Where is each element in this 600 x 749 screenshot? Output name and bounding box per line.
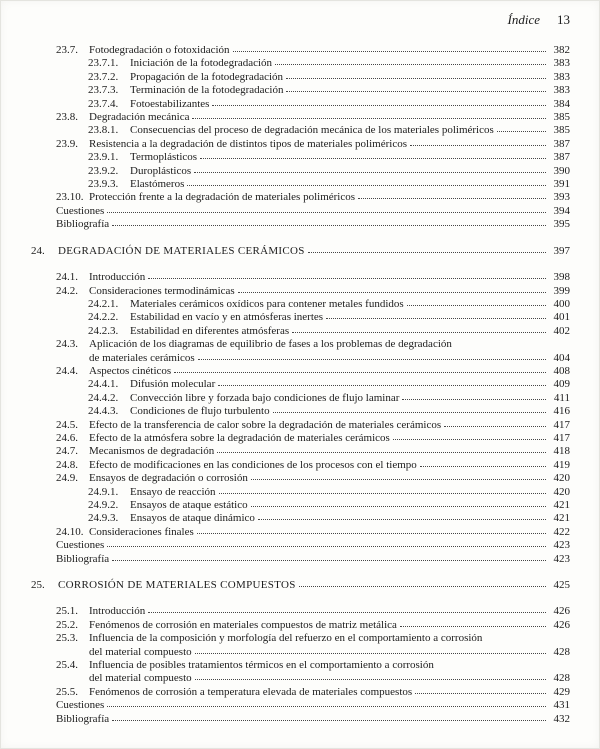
entry-number: 24.3. (56, 338, 78, 351)
dotted-leader (251, 479, 546, 480)
entry-title: Propagación de la fotodegradación (130, 70, 284, 83)
toc-entry-row (31, 526, 570, 539)
entry-page-number: 421 (553, 499, 570, 511)
entry-number: 24.4.2. (88, 391, 119, 404)
entry-title: Protección frente a la degradación de materiales poliméricos (89, 191, 356, 204)
entry-number: 23.8.1. (88, 124, 119, 137)
dotted-leader (238, 292, 546, 293)
entry-title: Fotodegradación o fotoxidación (89, 44, 230, 56)
toc-entry-row (31, 445, 570, 458)
entry-title: Introducción (89, 605, 146, 618)
entry-number: 23.9. (56, 137, 78, 150)
entry-page-number: 425 (553, 579, 570, 592)
entry-page-number: 383 (553, 57, 570, 70)
dotted-leader (251, 506, 546, 507)
entry-number: 23.9.3. (88, 178, 119, 191)
entry-page-number: 417 (553, 431, 570, 444)
dotted-leader (286, 78, 546, 79)
entry-page-number: 421 (553, 512, 570, 525)
dotted-leader (358, 198, 546, 199)
entry-page-number: 393 (553, 191, 570, 204)
entry-title: Efecto de modificaciones en las condiciones de los procesos con el tiempo (89, 458, 417, 471)
dotted-leader (393, 439, 546, 440)
entry-page-number: 383 (553, 70, 570, 83)
entry-page-number: 395 (553, 218, 570, 231)
entry-number: 24.4.3. (88, 405, 119, 418)
entry-page-number: 420 (553, 472, 570, 485)
entry-page-number: 409 (553, 378, 570, 391)
dotted-leader (299, 586, 546, 587)
entry-page-number: 384 (553, 97, 570, 110)
entry-page-number: 390 (553, 164, 570, 177)
entry-page-number: 397 (553, 244, 570, 257)
entry-page-number: 401 (553, 311, 570, 324)
entry-page-number: 429 (553, 685, 570, 698)
toc-entry-row (31, 659, 570, 672)
entry-title: Fotoestabilizantes (130, 97, 210, 110)
dotted-leader (107, 546, 546, 547)
toc-entry-row (31, 539, 570, 552)
toc-entry-row (31, 553, 570, 566)
entry-page-number: 387 (553, 151, 570, 164)
entry-number: 24.2.1. (88, 297, 119, 310)
entry-number: 24.6. (56, 431, 78, 444)
entry-page-number: 411 (553, 391, 570, 404)
entry-number: 24.7. (56, 445, 78, 458)
dotted-leader (308, 252, 546, 253)
toc-entry-row (31, 699, 570, 712)
toc-entry-continuation (31, 352, 570, 365)
entry-number: 24.1. (56, 271, 78, 284)
toc-entry-row (31, 325, 570, 338)
entry-page-number: 399 (553, 284, 570, 297)
entry-number: 24.9.3. (88, 512, 119, 525)
entry-page-number: 426 (553, 618, 570, 631)
entry-title: CORROSIÓN DE MATERIALES COMPUESTOS (58, 579, 296, 592)
entry-number: 24.10. (56, 525, 84, 538)
dotted-leader (194, 172, 546, 173)
entry-number: 25.1. (56, 605, 78, 618)
entry-number: 23.7.4. (88, 97, 119, 110)
dotted-leader (217, 452, 546, 453)
entry-number: 24.8. (56, 458, 78, 471)
entry-number: 23.9.2. (88, 164, 119, 177)
toc-entry-row (31, 432, 570, 445)
entry-number: 23.7.1. (88, 57, 119, 70)
entry-page-number: 432 (553, 712, 570, 725)
dotted-leader (292, 332, 546, 333)
dotted-leader (112, 560, 546, 561)
dotted-leader (402, 399, 546, 400)
entry-page-number: 416 (553, 405, 570, 418)
toc-entry-row (31, 138, 570, 151)
entry-page-number: 391 (553, 178, 570, 191)
dotted-leader (444, 426, 546, 427)
dotted-leader (420, 466, 546, 467)
entry-title: Estabilidad en diferentes atmósferas (130, 324, 290, 337)
dotted-leader (410, 145, 546, 146)
dotted-leader (233, 51, 546, 52)
entry-title: Duroplásticos (130, 164, 192, 177)
entry-title-continued: del material compuesto (89, 645, 192, 658)
entry-title: Difusión molecular (130, 378, 216, 391)
entry-title-continued: del material compuesto (89, 672, 192, 685)
dotted-leader (107, 706, 546, 707)
toc-entry-row (31, 165, 570, 178)
running-header (31, 12, 570, 30)
toc-entry-row (31, 512, 570, 525)
entry-page-number: 428 (553, 672, 570, 685)
entry-title: Cuestiones (56, 204, 105, 217)
entry-title: Introducción (89, 271, 146, 284)
dotted-leader (174, 372, 546, 373)
toc-entry-row (31, 205, 570, 218)
dotted-leader (198, 359, 546, 360)
toc-entry-row (31, 472, 570, 485)
entry-title: Ensayos de ataque dinámico (130, 512, 255, 525)
entry-page-number: 385 (553, 124, 570, 137)
dotted-leader (148, 278, 546, 279)
toc-entry-row (31, 298, 570, 311)
toc-entry-row (31, 57, 570, 70)
header-title: Índice (507, 12, 540, 27)
entry-title: Mecanismos de degradación (89, 445, 215, 458)
entry-number: 24.2.2. (88, 311, 119, 324)
entry-title: Ensayos de ataque estático (130, 499, 248, 511)
entry-number: 23.7.3. (88, 84, 119, 97)
entry-title: Degradación mecánica (89, 111, 190, 124)
entry-title: Fenómenos de corrosión a temperatura elevada de materiales compuestos (89, 685, 413, 698)
dotted-leader (195, 679, 546, 680)
toc-chapter-row (31, 579, 570, 592)
entry-number: 23.7.2. (88, 70, 119, 83)
entry-number: 25.5. (56, 685, 78, 698)
toc-entry-row (31, 271, 570, 284)
entry-page-number: 404 (553, 351, 570, 364)
toc-chapter-row (31, 245, 570, 258)
entry-title: Condiciones de flujo turbulento (130, 405, 270, 418)
toc-entry-row (31, 713, 570, 726)
toc-entry-row (31, 632, 570, 645)
entry-page-number: 402 (553, 324, 570, 337)
toc-entry-row (31, 605, 570, 618)
toc-entry-row (31, 619, 570, 632)
entry-title: Bibliografía (56, 712, 110, 725)
entry-number: 24.9. (56, 472, 78, 485)
entry-number: 25. (31, 579, 45, 592)
dotted-leader (148, 612, 546, 613)
header-page-number: 13 (557, 12, 570, 27)
dotted-leader (219, 493, 546, 494)
toc-entry-row (31, 311, 570, 324)
dotted-leader (275, 64, 546, 65)
entry-number: 24.4.1. (88, 378, 119, 391)
entry-title: Ensayos de degradación o corrosión (89, 472, 248, 485)
toc-entry-row (31, 686, 570, 699)
toc-entry-row (31, 378, 570, 391)
entry-page-number: 387 (553, 137, 570, 150)
toc-entry-row (31, 98, 570, 111)
entry-title: Iniciación de la fotodegradación (130, 57, 273, 70)
dotted-leader (326, 318, 546, 319)
dotted-leader (218, 385, 546, 386)
entry-page-number: 431 (553, 699, 570, 712)
dotted-leader (187, 185, 546, 186)
entry-title: Terminación de la fotodegradación (130, 84, 284, 97)
dotted-leader (195, 653, 546, 654)
dotted-leader (415, 693, 546, 694)
toc-entry-row (31, 191, 570, 204)
entry-page-number: 394 (553, 204, 570, 217)
entry-number: 24.9.1. (88, 485, 119, 498)
entry-title: Efecto de la atmósfera sobre la degradación de materiales cerámicos (89, 431, 390, 444)
entry-title: Materiales cerámicos oxídicos para contener metales fundidos (130, 297, 404, 310)
entry-page-number: 383 (553, 84, 570, 97)
entry-number: 24.9.2. (88, 499, 119, 511)
toc-entry-continuation (31, 672, 570, 685)
entry-title: Aspectos cinéticos (89, 364, 172, 377)
entry-title: Ensayo de reacción (130, 485, 216, 498)
dotted-leader (286, 91, 546, 92)
entry-page-number: 417 (553, 418, 570, 431)
dotted-leader (197, 533, 546, 534)
entry-title: Convección libre y forzada bajo condiciones de flujo laminar (130, 391, 400, 404)
toc-entry-row (31, 218, 570, 231)
entry-page-number: 423 (553, 539, 570, 552)
entry-page-number: 419 (553, 458, 570, 471)
toc-entry-row (31, 111, 570, 124)
entry-page-number: 422 (553, 525, 570, 538)
entry-title: Elastómeros (130, 178, 185, 191)
entry-title: Estabilidad en vacío y en atmósferas inertes (130, 311, 324, 324)
entry-number: 25.3. (56, 632, 78, 645)
entry-page-number: 398 (553, 271, 570, 284)
entry-number: 24.2. (56, 284, 78, 297)
toc-entry-row (31, 285, 570, 298)
toc-entry-row (31, 459, 570, 472)
entry-number: 24.2.3. (88, 324, 119, 337)
entry-title: Fenómenos de corrosión en materiales compuestos de matriz metálica (89, 618, 397, 631)
entry-page-number: 408 (553, 364, 570, 377)
entry-title-continued: de materiales cerámicos (89, 351, 195, 364)
toc-entry-row (31, 405, 570, 418)
dotted-leader (407, 305, 546, 306)
entry-title: Bibliografía (56, 552, 110, 565)
dotted-leader (400, 626, 546, 627)
entry-number: 23.7. (56, 44, 78, 56)
entry-page-number: 418 (553, 445, 570, 458)
entry-page-number: 428 (553, 645, 570, 658)
toc-entry-row (31, 499, 570, 512)
toc-entry-row (31, 338, 570, 351)
dotted-leader (107, 212, 546, 213)
dotted-leader (258, 519, 546, 520)
toc-entry-row (31, 486, 570, 499)
entry-title: Bibliografía (56, 218, 110, 231)
entry-number: 23.8. (56, 111, 78, 124)
entry-number: 24.4. (56, 364, 78, 377)
entry-number: 25.4. (56, 659, 78, 672)
entry-page-number: 420 (553, 485, 570, 498)
toc-entry-row (31, 178, 570, 191)
dotted-leader (200, 158, 546, 159)
dotted-leader (112, 720, 546, 721)
toc-entry-row (31, 84, 570, 97)
dotted-leader (112, 225, 546, 226)
entry-page-number: 400 (553, 297, 570, 310)
toc-entry-row (31, 419, 570, 432)
toc-entry-row (31, 365, 570, 378)
entry-page-number: 385 (553, 111, 570, 124)
entry-page-number: 426 (553, 605, 570, 618)
entry-title: DEGRADACIÓN DE MATERIALES CERÁMICOS (58, 244, 305, 257)
entry-title: Consideraciones finales (89, 525, 194, 538)
entry-title: Consideraciones termodinámicas (89, 284, 235, 297)
entry-title: Resistencia a la degradación de distintos tipos de materiales poliméricos (89, 137, 407, 150)
entry-page-number: 382 (553, 44, 570, 56)
entry-title: Aplicación de los diagramas de equilibrio de fases a los problemas de degradación (89, 338, 452, 351)
entry-number: 24. (31, 244, 45, 257)
dotted-leader (497, 131, 546, 132)
toc-entry-row (31, 71, 570, 84)
entry-title: Cuestiones (56, 539, 105, 552)
entry-number: 24.5. (56, 418, 78, 431)
toc-entry-row (31, 151, 570, 164)
entry-title: Influencia de la composición y morfología del refuerzo en el comportamiento a corrosión (89, 632, 483, 645)
entry-number: 25.2. (56, 618, 78, 631)
toc-entry-row (31, 44, 570, 57)
entry-title: Efecto de la transferencia de calor sobre la degradación de materiales cerámicos (89, 418, 442, 431)
entry-title: Consecuencias del proceso de degradación mecánica de los materiales poliméricos (130, 124, 494, 137)
dotted-leader (192, 118, 546, 119)
toc-entry-row (31, 392, 570, 405)
entry-title: Termoplásticos (130, 151, 198, 164)
toc-list (31, 44, 570, 726)
entry-number: 23.10. (56, 191, 84, 204)
entry-number: 23.9.1. (88, 151, 119, 164)
entry-title: Influencia de posibles tratamientos térmicos en el comportamiento a corrosión (89, 659, 434, 672)
toc-entry-row (31, 124, 570, 137)
dotted-leader (273, 412, 546, 413)
dotted-leader (212, 105, 546, 106)
toc-entry-continuation (31, 646, 570, 659)
entry-page-number: 423 (553, 552, 570, 565)
entry-title: Cuestiones (56, 699, 105, 712)
